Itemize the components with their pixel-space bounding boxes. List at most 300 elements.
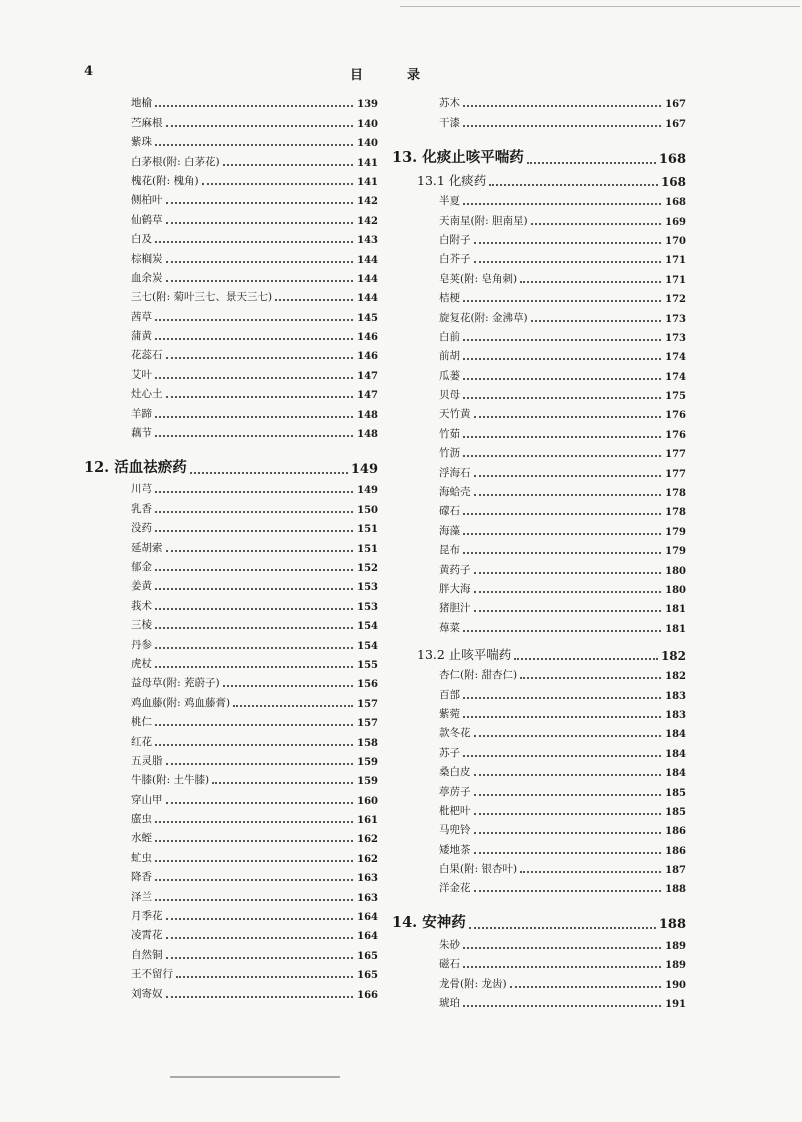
toc-entry-page: 154	[357, 640, 378, 652]
toc-item[interactable]	[392, 760, 686, 779]
dot-leader	[190, 464, 348, 474]
toc-entry-title: 12. 活血祛瘀药	[84, 459, 187, 477]
toc-item[interactable]	[392, 363, 686, 382]
toc-entry-page: 179	[665, 526, 686, 538]
toc-item[interactable]	[84, 266, 378, 285]
toc-item[interactable]	[84, 169, 378, 188]
toc-entry-page: 146	[357, 351, 378, 363]
toc-entry-page: 153	[357, 582, 378, 594]
toc-item[interactable]	[392, 857, 686, 876]
toc-entry-page: 150	[357, 504, 378, 516]
toc-entry-title: 丹参	[131, 638, 152, 651]
toc-item[interactable]	[392, 682, 686, 701]
toc-entry-title: 13.1 化痰药	[417, 172, 487, 188]
toc-item[interactable]	[392, 702, 686, 721]
toc-entry-title: 贝母	[439, 389, 460, 402]
toc-item[interactable]	[392, 228, 686, 247]
toc-entry-title: 蒲黄	[131, 330, 152, 343]
toc-item[interactable]	[392, 971, 686, 990]
toc-entry-title: 侧柏叶	[131, 194, 163, 207]
dot-leader	[474, 467, 662, 477]
toc-entry-page: 170	[665, 235, 686, 247]
dot-leader	[155, 233, 353, 243]
toc-item[interactable]	[392, 266, 686, 285]
toc-item[interactable]	[84, 227, 378, 246]
toc-item[interactable]	[84, 304, 378, 323]
toc-entry-title: 海藻	[439, 524, 460, 537]
toc-section[interactable]	[392, 140, 686, 167]
section-spacer	[392, 130, 686, 140]
dot-leader	[275, 291, 353, 301]
dot-leader	[212, 774, 353, 784]
dot-leader	[155, 600, 353, 610]
toc-entry-title: 白及	[131, 233, 152, 246]
toc-item[interactable]	[392, 818, 686, 837]
dot-leader	[155, 891, 353, 901]
toc-entry-page: 182	[665, 671, 686, 683]
toc-entry-title: 竹茹	[439, 427, 460, 440]
toc-entry-title: 虎杖	[131, 657, 152, 670]
toc-entry-page: 159	[357, 756, 378, 768]
dot-leader	[166, 542, 354, 552]
toc-item[interactable]	[84, 362, 378, 381]
toc-entry-title: 礞石	[439, 505, 460, 518]
dot-leader	[474, 844, 662, 854]
toc-subsection[interactable]	[392, 641, 686, 663]
toc-item[interactable]	[392, 740, 686, 759]
toc-entry-title: 自然铜	[131, 948, 163, 961]
toc-item[interactable]	[392, 325, 686, 344]
toc-item[interactable]	[392, 799, 686, 818]
toc-item[interactable]	[84, 593, 378, 612]
dot-leader	[166, 910, 354, 920]
toc-item[interactable]	[392, 952, 686, 971]
toc-entry-title: 海蛤壳	[439, 486, 471, 499]
toc-entry-page: 181	[665, 623, 686, 635]
toc-entry-title: 花蕊石	[131, 349, 163, 362]
toc-entry-title: 三棱	[131, 619, 152, 632]
dot-leader	[474, 766, 662, 776]
toc-entry-title: 天竹黄	[439, 408, 471, 421]
toc-entry-page: 149	[357, 485, 378, 497]
dot-leader	[463, 997, 661, 1007]
toc-item[interactable]	[84, 749, 378, 768]
toc-item[interactable]	[84, 149, 378, 168]
toc-entry-page: 180	[665, 565, 686, 577]
toc-item[interactable]	[392, 344, 686, 363]
toc-item[interactable]	[84, 884, 378, 903]
dot-leader	[166, 214, 354, 224]
dot-leader	[463, 292, 661, 302]
toc-entry-title: 朱砂	[439, 938, 460, 951]
toc-entry-title: 棕榈炭	[131, 252, 163, 265]
dot-leader	[166, 117, 354, 127]
dot-leader	[166, 794, 354, 804]
toc-entry-page: 184	[665, 768, 686, 780]
toc-item[interactable]	[84, 942, 378, 961]
toc-entry-page: 168	[660, 174, 686, 189]
toc-item[interactable]	[84, 904, 378, 923]
toc-entry-page: 166	[357, 989, 378, 1001]
toc-entry-title: 13.2 止咳平喘药	[417, 646, 512, 662]
dot-leader	[155, 813, 353, 823]
toc-item[interactable]	[84, 613, 378, 632]
toc-entry-title: 洋金花	[439, 882, 471, 895]
toc-entry-title: 14. 安神药	[392, 914, 466, 932]
dot-leader	[155, 97, 353, 107]
toc-item[interactable]	[84, 516, 378, 535]
dot-leader	[463, 622, 661, 632]
toc-entry-title: 仙鹤草	[131, 213, 163, 226]
dot-leader	[202, 175, 353, 185]
dot-leader	[463, 447, 661, 457]
toc-entry-title: 半夏	[439, 195, 460, 208]
toc-item[interactable]	[392, 538, 686, 557]
scan-edge-line	[400, 6, 800, 7]
toc-item[interactable]	[84, 923, 378, 942]
toc-entry-page: 179	[665, 546, 686, 558]
dot-leader	[463, 117, 661, 127]
dot-leader	[474, 786, 662, 796]
toc-entry-title: 藕节	[131, 427, 152, 440]
dot-leader	[527, 154, 656, 164]
toc-entry-title: 郁金	[131, 560, 152, 573]
toc-entry-page: 184	[665, 748, 686, 760]
dot-leader	[155, 852, 353, 862]
toc-entry-title: 灶心土	[131, 388, 163, 401]
dot-leader	[155, 408, 353, 418]
toc-entry-title: 穿山甲	[131, 793, 163, 806]
dot-leader	[155, 832, 353, 842]
toc-item[interactable]	[392, 876, 686, 895]
toc-item[interactable]	[84, 574, 378, 593]
dot-leader	[155, 658, 353, 668]
toc-item[interactable]	[392, 247, 686, 266]
toc-entry-page: 141	[357, 176, 378, 188]
toc-entry-page: 185	[665, 806, 686, 818]
toc-item[interactable]	[84, 382, 378, 401]
toc-left-column	[84, 91, 378, 1001]
toc-entry-page: 174	[665, 371, 686, 383]
toc-item[interactable]	[392, 480, 686, 499]
toc-entry-title: 刘寄奴	[131, 987, 163, 1000]
toc-entry-title: 蔊菜	[439, 621, 460, 634]
toc-entry-page: 141	[357, 157, 378, 169]
toc-entry-page: 180	[665, 584, 686, 596]
toc-entry-page: 146	[357, 332, 378, 344]
toc-item[interactable]	[84, 285, 378, 304]
toc-entry-page: 153	[357, 601, 378, 613]
toc-entry-title: 紫菀	[439, 707, 460, 720]
dot-leader	[223, 156, 353, 166]
toc-item[interactable]	[84, 632, 378, 651]
toc-entry-page: 148	[357, 429, 378, 441]
toc-item[interactable]	[392, 518, 686, 537]
toc-entry-page: 168	[665, 197, 686, 209]
dot-leader	[474, 805, 662, 815]
toc-item[interactable]	[392, 557, 686, 576]
toc-item[interactable]	[84, 91, 378, 110]
toc-entry-title: 泽兰	[131, 890, 152, 903]
toc-item[interactable]	[84, 768, 378, 787]
toc-entry-page: 168	[658, 151, 686, 167]
toc-entry-title: 茜草	[131, 310, 152, 323]
toc-item[interactable]	[84, 845, 378, 864]
page-title: 目录	[350, 68, 465, 83]
toc-item[interactable]	[84, 477, 378, 496]
toc-entry-page: 163	[357, 873, 378, 885]
dot-leader	[155, 716, 353, 726]
toc-entry-title: 三七(附: 菊叶三七、景天三七)	[131, 291, 273, 304]
toc-entry-title: 马兜铃	[439, 824, 471, 837]
toc-entry-page: 147	[357, 390, 378, 402]
toc-entry-page: 183	[665, 690, 686, 702]
dot-leader	[155, 427, 353, 437]
toc-entry-title: 王不留行	[131, 968, 173, 981]
dot-leader	[463, 958, 661, 968]
toc-entry-title: 13. 化痰止咳平喘药	[392, 148, 524, 166]
toc-item[interactable]	[392, 721, 686, 740]
toc-entry-page: 178	[665, 507, 686, 519]
dot-leader	[474, 564, 662, 574]
dot-leader	[531, 215, 661, 225]
toc-item[interactable]	[84, 807, 378, 826]
toc-entry-title: 猪胆汁	[439, 602, 471, 615]
dot-leader	[166, 272, 354, 282]
toc-item[interactable]	[392, 460, 686, 479]
toc-entry-page: 144	[357, 273, 378, 285]
dot-leader	[463, 428, 661, 438]
dot-leader	[463, 689, 661, 699]
toc-entry-page: 142	[357, 215, 378, 227]
toc-entry-page: 149	[350, 462, 378, 478]
toc-entry-title: 姜黄	[131, 580, 152, 593]
toc-entry-title: 琥珀	[439, 997, 460, 1010]
dot-leader	[155, 483, 353, 493]
toc-entry-page: 148	[357, 409, 378, 421]
dot-leader	[463, 747, 661, 757]
dot-leader	[155, 369, 353, 379]
toc-item[interactable]	[392, 932, 686, 951]
toc-entry-page: 164	[357, 931, 378, 943]
toc-item[interactable]	[392, 91, 686, 110]
toc-section[interactable]	[84, 450, 378, 477]
toc-item[interactable]	[84, 130, 378, 149]
toc-item[interactable]	[84, 671, 378, 690]
toc-entry-page: 152	[357, 562, 378, 574]
toc-item[interactable]	[392, 421, 686, 440]
toc-item[interactable]	[84, 652, 378, 671]
toc-item[interactable]	[84, 110, 378, 129]
dot-leader	[155, 503, 353, 513]
toc-entry-title: 皂荚(附: 皂角刺)	[439, 272, 518, 285]
dot-leader	[463, 331, 661, 341]
toc-entry-title: 竹沥	[439, 447, 460, 460]
dot-leader	[155, 330, 353, 340]
toc-entry-page: 144	[357, 293, 378, 305]
toc-item[interactable]	[392, 615, 686, 634]
toc-entry-title: 䗪虫	[131, 813, 152, 826]
dot-leader	[223, 677, 353, 687]
toc-entry-page: 173	[665, 332, 686, 344]
toc-entry-title: 桔梗	[439, 292, 460, 305]
toc-item[interactable]	[392, 577, 686, 596]
toc-item[interactable]	[84, 343, 378, 362]
toc-entry-title: 水蛭	[131, 832, 152, 845]
toc-entry-title: 月季花	[131, 910, 163, 923]
toc-entry-title: 莪术	[131, 599, 152, 612]
toc-entry-page: 177	[665, 449, 686, 461]
toc-entry-title: 五灵脂	[131, 754, 163, 767]
toc-entry-page: 172	[665, 294, 686, 306]
toc-item[interactable]	[84, 710, 378, 729]
toc-item[interactable]	[84, 188, 378, 207]
toc-entry-title: 地榆	[131, 97, 152, 110]
dot-leader	[155, 136, 353, 146]
toc-item[interactable]	[84, 729, 378, 748]
dot-leader	[155, 639, 353, 649]
dot-leader	[166, 253, 354, 263]
toc-item[interactable]	[392, 779, 686, 798]
toc-item[interactable]	[84, 962, 378, 981]
toc-entry-title: 降香	[131, 871, 152, 884]
toc-entry-title: 紫珠	[131, 136, 152, 149]
dot-leader	[155, 736, 353, 746]
toc-item[interactable]	[392, 383, 686, 402]
toc-entry-page: 169	[665, 216, 686, 228]
toc-entry-page: 189	[665, 940, 686, 952]
toc-item[interactable]	[84, 787, 378, 806]
dot-leader	[166, 194, 354, 204]
toc-item[interactable]	[392, 305, 686, 324]
dot-leader	[155, 871, 353, 881]
toc-entry-title: 白茅根(附: 白茅花)	[131, 155, 220, 168]
toc-entry-title: 延胡索	[131, 541, 163, 554]
toc-entry-page: 158	[357, 737, 378, 749]
dot-leader	[474, 234, 662, 244]
dot-leader	[520, 669, 661, 679]
toc-entry-page: 167	[665, 99, 686, 111]
toc-entry-page: 171	[665, 255, 686, 267]
toc-item[interactable]	[84, 555, 378, 574]
toc-entry-page: 165	[357, 970, 378, 982]
toc-entry-page: 157	[357, 718, 378, 730]
toc-right-column	[392, 91, 686, 1010]
toc-item[interactable]	[84, 496, 378, 515]
toc-entry-title: 旋复花(附: 金沸草)	[439, 311, 528, 324]
toc-item[interactable]	[392, 991, 686, 1010]
toc-entry-page: 162	[357, 834, 378, 846]
toc-subsection[interactable]	[392, 167, 686, 189]
toc-entry-page: 191	[665, 999, 686, 1011]
toc-entry-title: 没药	[131, 522, 152, 535]
toc-item[interactable]	[84, 207, 378, 226]
dot-leader	[489, 176, 658, 186]
footer-line	[170, 1076, 340, 1078]
dot-leader	[463, 370, 661, 380]
toc-entry-title: 虻虫	[131, 851, 152, 864]
toc-item[interactable]	[392, 441, 686, 460]
dot-leader	[155, 522, 353, 532]
toc-entry-title: 胖大海	[439, 582, 471, 595]
toc-item[interactable]	[84, 690, 378, 709]
toc-entry-page: 175	[665, 391, 686, 403]
dot-leader	[514, 650, 658, 660]
toc-entry-title: 龙骨(附: 龙齿)	[439, 977, 507, 990]
toc-item[interactable]	[392, 110, 686, 129]
toc-item[interactable]	[392, 837, 686, 856]
toc-item[interactable]	[84, 324, 378, 343]
dot-leader	[166, 929, 354, 939]
dot-leader	[155, 580, 353, 590]
toc-item[interactable]	[392, 596, 686, 615]
toc-item[interactable]	[392, 208, 686, 227]
toc-item[interactable]	[392, 286, 686, 305]
toc-entry-title: 血余炭	[131, 271, 163, 284]
toc-item[interactable]	[392, 663, 686, 682]
toc-entry-title: 磁石	[439, 958, 460, 971]
toc-entry-title: 葶苈子	[439, 785, 471, 798]
toc-item[interactable]	[392, 189, 686, 208]
toc-item[interactable]	[84, 535, 378, 554]
toc-item[interactable]	[392, 499, 686, 518]
toc-entry-title: 益母草(附: 茺蔚子)	[131, 677, 220, 690]
toc-item[interactable]	[84, 865, 378, 884]
toc-entry-title: 白芥子	[439, 253, 471, 266]
toc-entry-title: 川芎	[131, 483, 152, 496]
toc-entry-page: 162	[357, 853, 378, 865]
toc-entry-page: 161	[357, 815, 378, 827]
toc-item[interactable]	[84, 981, 378, 1000]
toc-entry-page: 163	[357, 892, 378, 904]
toc-entry-title: 天南星(附: 胆南星)	[439, 214, 528, 227]
toc-section[interactable]	[392, 905, 686, 932]
toc-item[interactable]	[84, 401, 378, 420]
section-spacer	[84, 440, 378, 450]
dot-leader	[463, 708, 661, 718]
dot-leader	[463, 939, 661, 949]
toc-item[interactable]	[392, 402, 686, 421]
toc-entry-title: 羊蹄	[131, 407, 152, 420]
dot-leader	[155, 619, 353, 629]
dot-leader	[233, 697, 353, 707]
toc-entry-title: 款冬花	[439, 727, 471, 740]
toc-item[interactable]	[84, 826, 378, 845]
toc-entry-title: 牛膝(附: 土牛膝)	[131, 774, 210, 787]
toc-entry-page: 151	[357, 543, 378, 555]
toc-item[interactable]	[84, 246, 378, 265]
dot-leader	[474, 727, 662, 737]
toc-entry-page: 167	[665, 118, 686, 130]
toc-entry-page: 178	[665, 488, 686, 500]
dot-leader	[474, 253, 662, 263]
toc-item[interactable]	[84, 421, 378, 440]
toc-entry-page: 156	[357, 679, 378, 691]
toc-entry-page: 189	[665, 960, 686, 972]
dot-leader	[520, 273, 661, 283]
toc-entry-page: 188	[665, 884, 686, 896]
toc-entry-page: 147	[357, 370, 378, 382]
dot-leader	[463, 544, 661, 554]
toc-entry-title: 苎麻根	[131, 116, 163, 129]
dot-leader	[463, 97, 661, 107]
dot-leader	[166, 388, 354, 398]
toc-entry-page: 182	[660, 648, 686, 663]
toc-entry-page: 145	[357, 312, 378, 324]
dot-leader	[474, 602, 662, 612]
toc-entry-title: 红花	[131, 735, 152, 748]
toc-entry-page: 183	[665, 709, 686, 721]
